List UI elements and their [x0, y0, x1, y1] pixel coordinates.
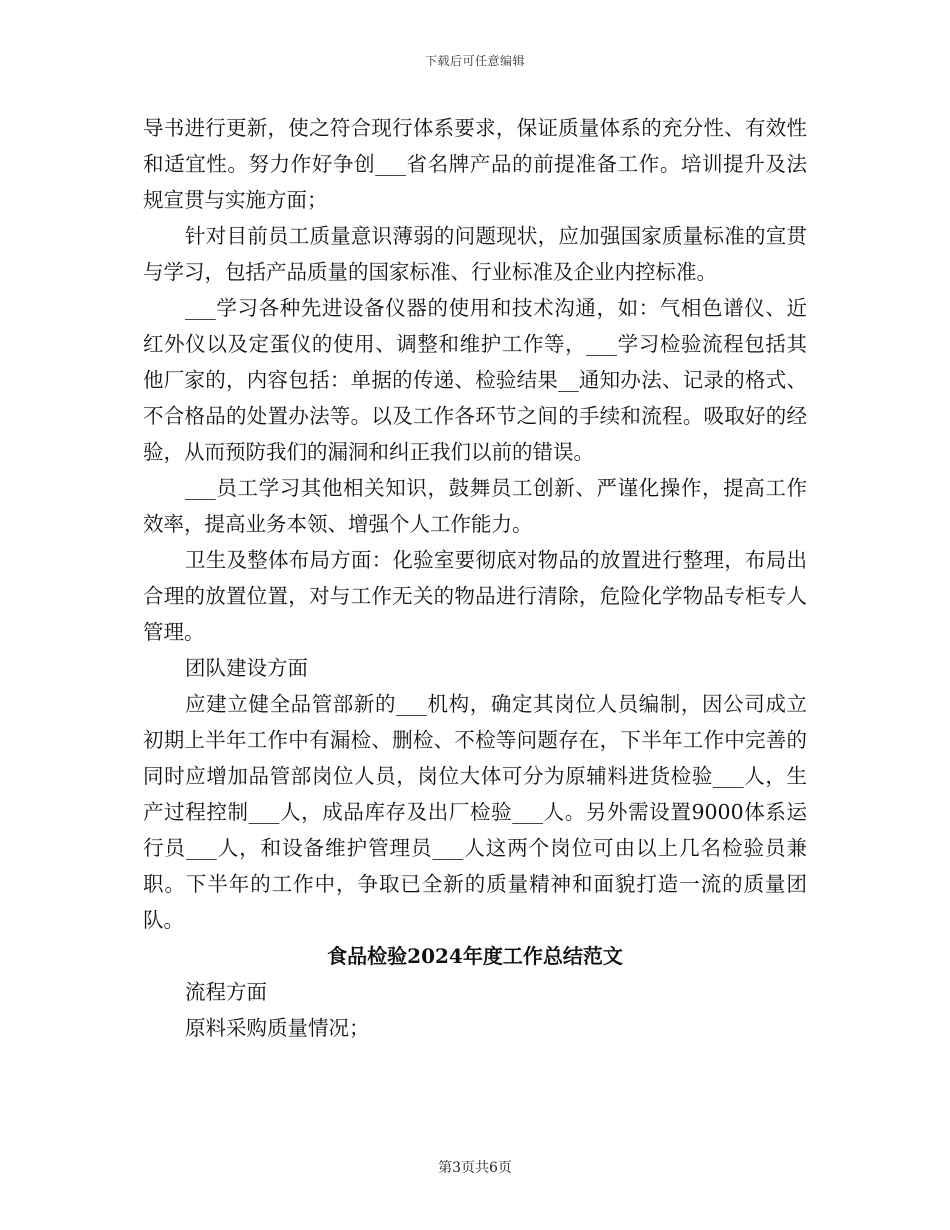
paragraph-continued: 导书进行更新，使之符合现行体系要求，保证质量体系的充分性、有效性和适宜性。努力作好争创___省名牌产品的前提准备工作。培训提升及法规宣贯与实施方面； — [143, 116, 807, 212]
paragraph-quality-awareness: 针对目前员工质量意识薄弱的问题现状，应加强国家质量标准的宣贯与学习，包括产品质量的国家标准、行业标准及企业内控标准。 — [143, 224, 807, 284]
paragraph-equipment-learning: ___学习各种先进设备仪器的使用和技术沟通，如：气相色谱仪、近红外仪以及定蛋仪的使用、调整和维护工作等，___学习检验流程包括其他厂家的，内容包括：单据的传递、检验结果__通知办法、记录的格式、不合格品的处置办法等。以及工作各环节之间的手续和流程。吸取好的经验，从而预防我们的漏洞和纠正我们以前的错误。 — [143, 296, 807, 464]
paragraph-team-building: 应建立健全品管部新的___机构，确定其岗位人员编制，因公司成立初期上半年工作中有漏检、删检、不检等问题存在，下半年工作中完善的同时应增加品管部岗位人员，岗位大体可分为原辅料进货检验___人，生产过程控制___人，成品库存及出厂检验___人。另外需设置9000体系运行员___人，和设备维护管理员___人这两个岗位可由以上几名检验员兼职。下半年的工作中，争取已全新的质量精神和面貌打造一流的质量团队。 — [143, 692, 807, 932]
paragraph-staff-learning: ___员工学习其他相关知识，鼓舞员工创新、严谨化操作，提高工作效率，提高业务本领、增强个人工作能力。 — [143, 476, 807, 536]
section-item-process: 流程方面 — [185, 980, 267, 1004]
page-footer: 第3页共6页 — [438, 1160, 512, 1176]
document-body — [143, 110, 807, 1046]
paragraph-hygiene-layout: 卫生及整体布局方面：化验室要彻底对物品的放置进行整理，布局出合理的放置位置，对与工作无关的物品进行清除，危险化学物品专柜专人管理。 — [143, 548, 807, 644]
section-item-raw-material: 原料采购质量情况； — [185, 1016, 370, 1040]
page-header: 下载后可任意编辑 — [424, 54, 525, 68]
section-title: 食品检验2024年度工作总结范文 — [327, 944, 623, 968]
paragraph-team-heading: 团队建设方面 — [185, 656, 308, 680]
